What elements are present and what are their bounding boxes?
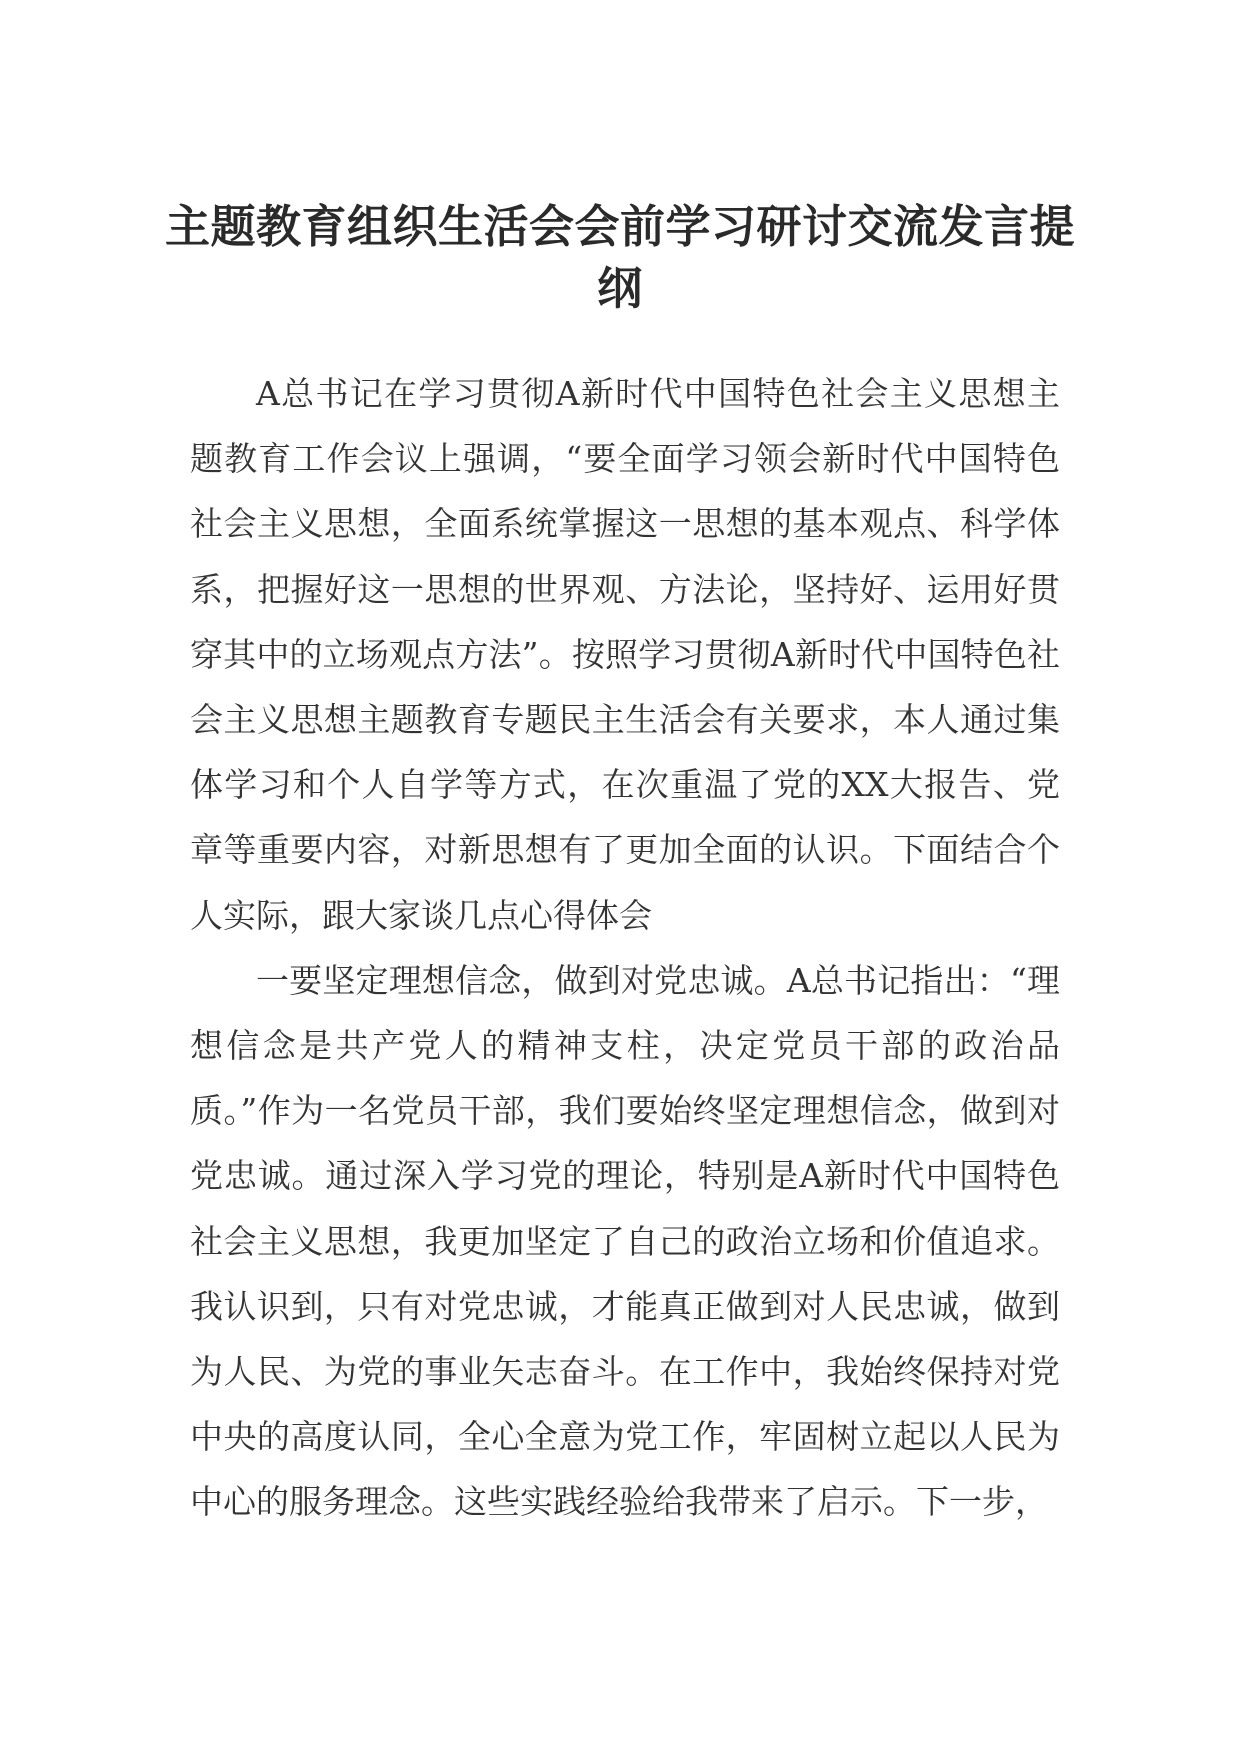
paragraph-intro: A总书记在学习贯彻A新时代中国特色社会主义思想主题教育工作会议上强调，“要全面学习领会新时代中国特色社会主义思想，全面系统掌握这一思想的基本观点、科学体系，把握好这一思想的世界观、方法论，坚持好、运用好贯穿其中的立场观点方法”。按照学习贯彻A新时代中国特色社会主义思想主题教育专题民主生活会有关要求，本人通过集体学习和个人自学等方式，在次重温了党的XX大报告、党章等重要内容，对新思想有了更加全面的认识。下面结合个人实际，跟大家谈几点心得体会 <box>190 374 1060 935</box>
document-body <box>190 361 1060 1535</box>
paragraph-point-one: 一要坚定理想信念，做到对党忠诚。A总书记指出：“理想信念是共产党人的精神支柱，决定党员干部的政治品质。”作为一名党员干部，我们要始终坚定理想信念，做到对党忠诚。通过深入学习党的理论，特别是A新时代中国特色社会主义思想，我更加坚定了自己的政治立场和价值追求。我认识到，只有对党忠诚，才能真正做到对人民忠诚，做到为人民、为党的事业矢志奋斗。在工作中，我始终保持对党中央的高度认同，全心全意为党工作，牢固树立起以人民为中心的服务理念。这些实践经验给我带来了启示。下一步， <box>190 960 1060 1522</box>
document-title: 主题教育组织生活会会前学习研讨交流发言提纲 <box>164 200 1075 315</box>
